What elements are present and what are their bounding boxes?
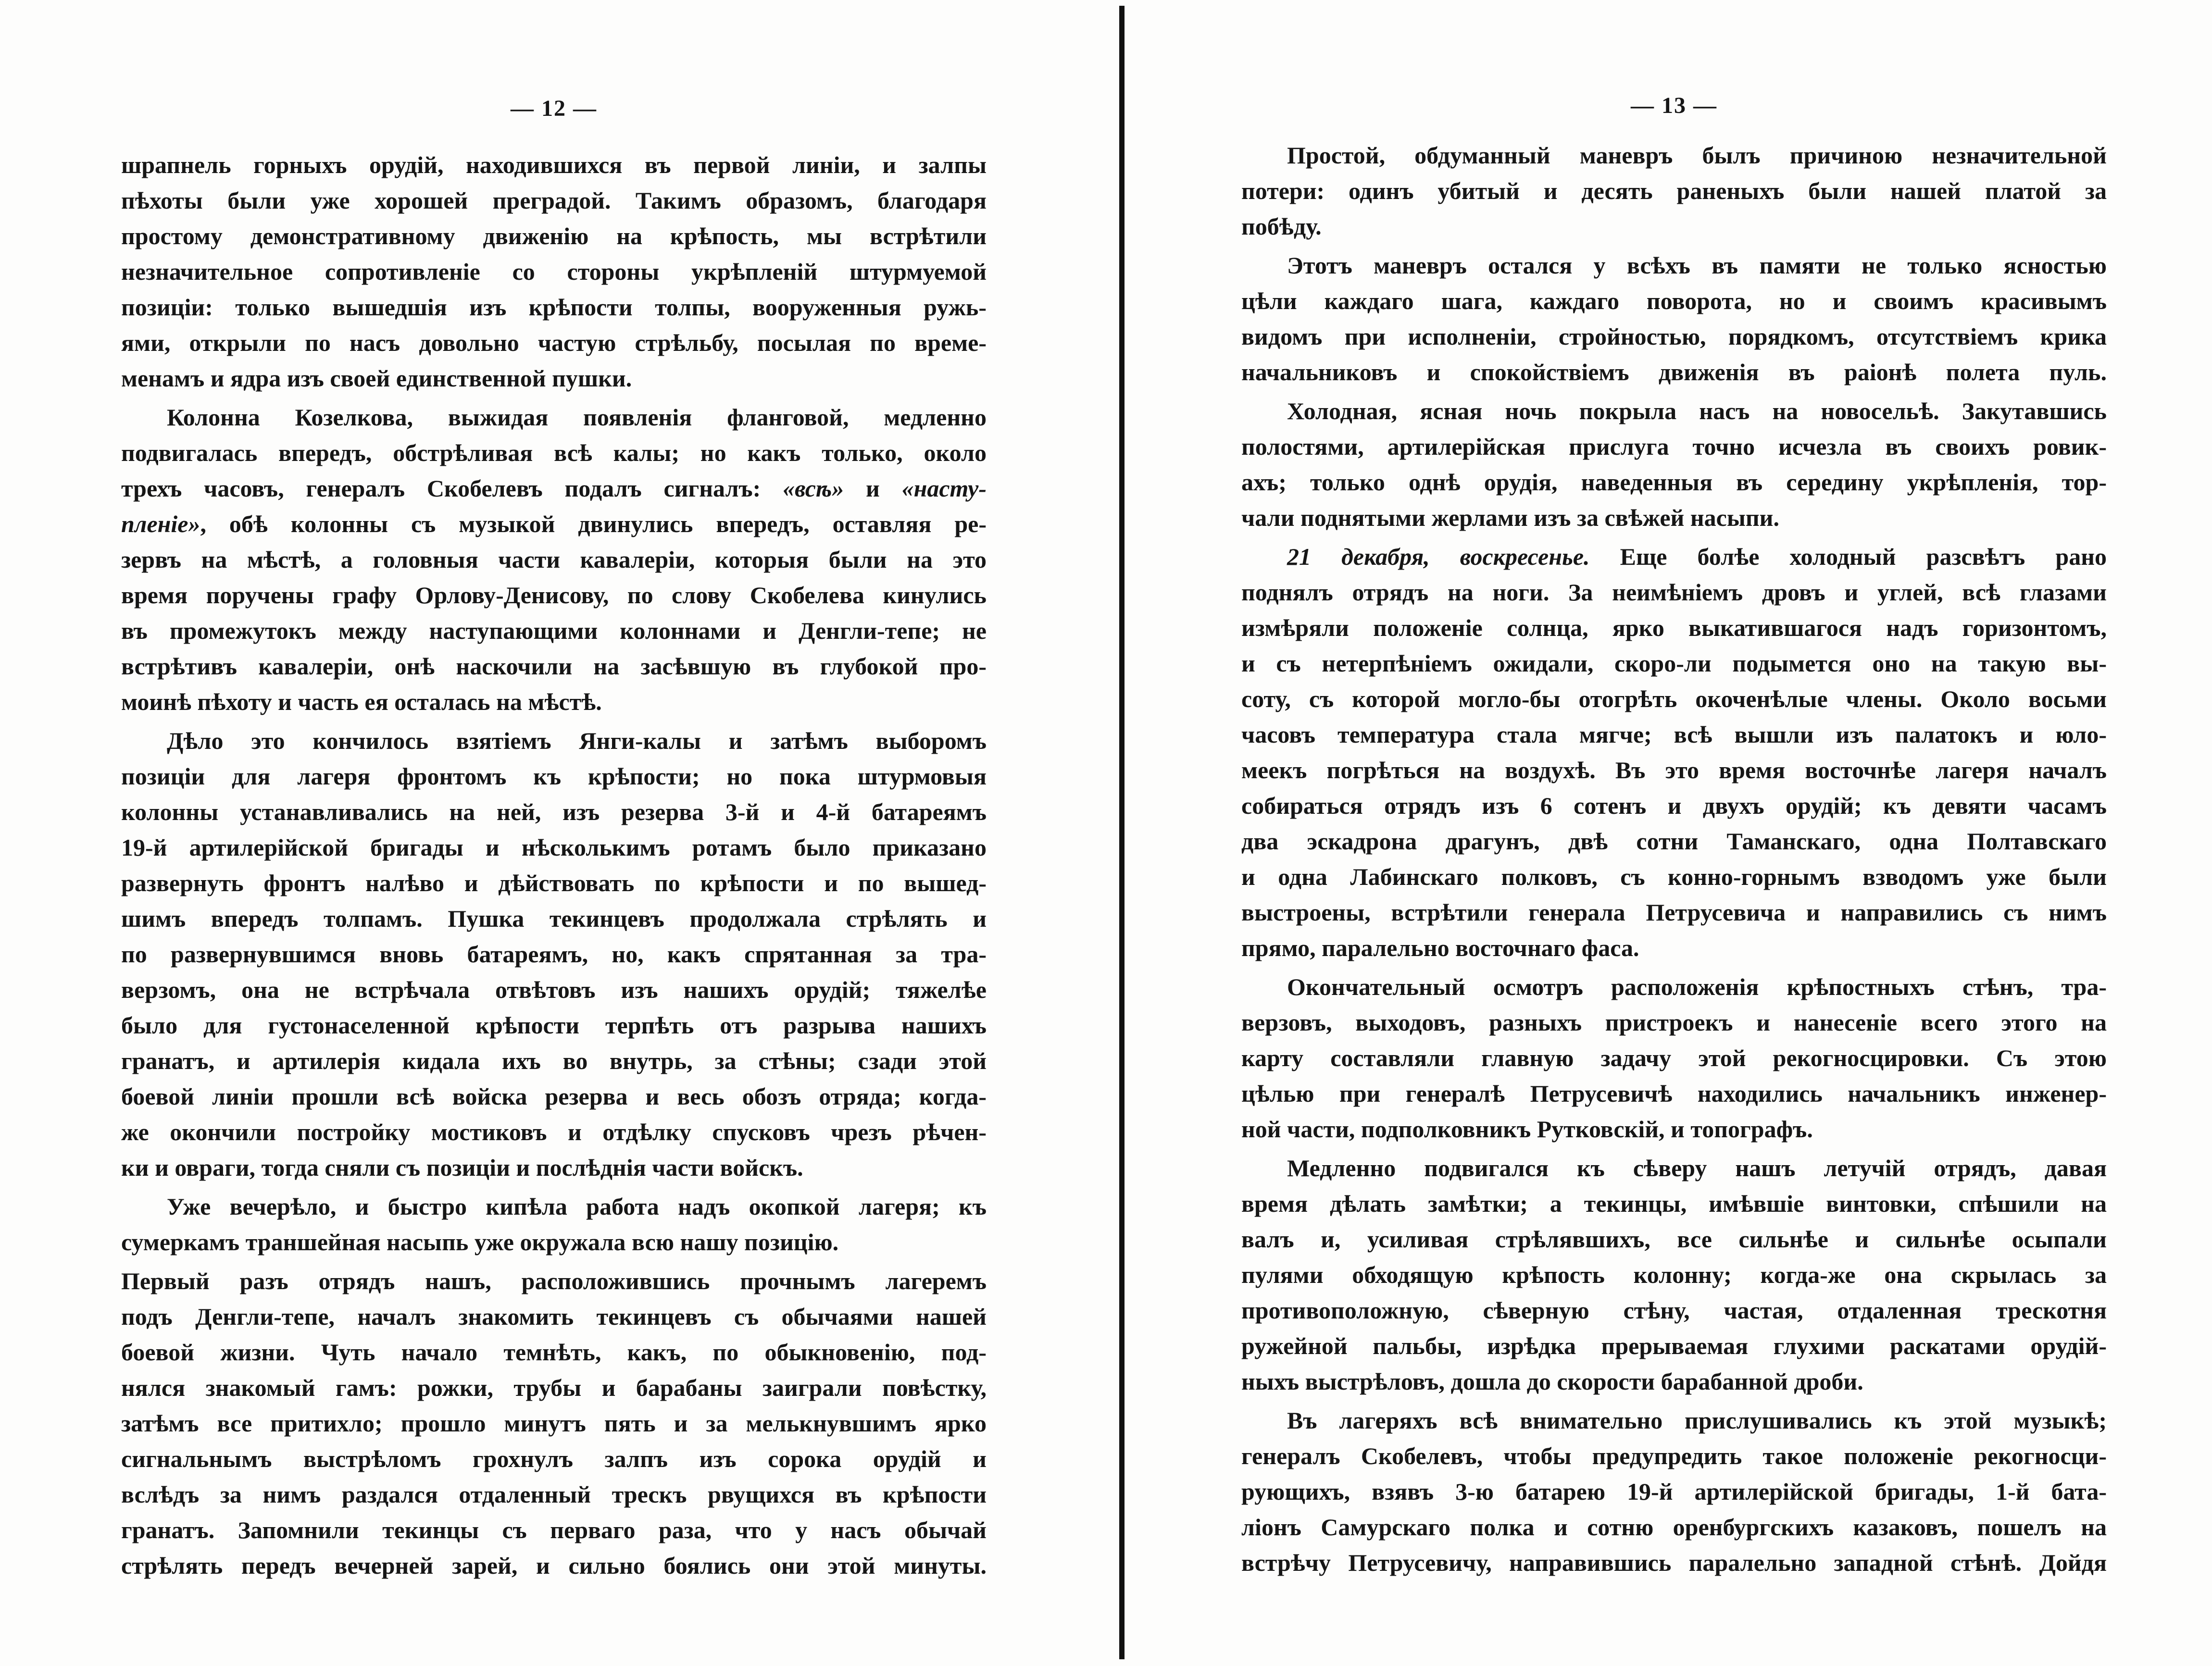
italic-text: «насту- (901, 475, 987, 502)
text-line: колонны устанавливались на ней, изъ резерва 3-й и 4-й батареямъ (121, 798, 987, 825)
text-line: противоположную, сѣверную стѣну, частая, отдаленная трескотня (1241, 1297, 2107, 1324)
text-line: встрѣтивъ кавалеріи, онѣ наскочили на засѣвшую въ глубокой про- (121, 653, 987, 680)
text-line: пѣхоты были уже хорошей преградой. Такимъ образомъ, благодаря (121, 187, 987, 214)
text-line: затѣмъ все притихло; прошло минутъ пять и за мелькнувшимъ ярко (121, 1410, 987, 1437)
text-line: цѣлью при генералѣ Петрусевичѣ находились начальникъ инженер- (1241, 1080, 2107, 1107)
text-line: Медленно подвигался къ сѣверу нашъ летучій отрядъ, давая (1287, 1155, 2107, 1181)
text-line: выстроены, встрѣтили генерала Петрусевича и направились съ нимъ (1241, 899, 2107, 926)
text-line: Колонна Козелкова, выжидая появленія фланговой, медленно (167, 404, 987, 431)
text-line: 19-й артилерійской бригады и нѣсколькимъ ротамъ было приказано (121, 834, 987, 861)
text-line: Холодная, ясная ночь покрыла насъ на новосельѣ. Закутавшись (1287, 398, 2107, 424)
text-line: позиціи для лагеря фронтомъ къ крѣпости; но пока штурмовыя (121, 763, 987, 790)
text-line: Въ лагеряхъ всѣ внимательно прислушивались къ этой музыкѣ; (1287, 1407, 2107, 1434)
text-line: начальниковъ и спокойствіемъ движенія въ раіонѣ полета пуль. (1241, 359, 2107, 385)
text-line: по развернувшимся вновь батареямъ, но, какъ спрятанная за тра- (121, 941, 987, 968)
text-line: генералъ Скобелевъ, чтобы предупредить такое положеніе рекогносци- (1241, 1442, 2107, 1469)
text-line: рующихъ, взявъ 3-ю батарею 19-й артилерійской бригады, 1-й бата- (1241, 1478, 2107, 1505)
text-line: верзовъ, выходовъ, разныхъ пристроекъ и нанесеніе всего этого на (1241, 1009, 2107, 1036)
italic-text: 21 декабря, воскресенье. (1287, 543, 1590, 570)
text-line: карту составляли главную задачу этой рекогносцировки. Съ этою (1241, 1044, 2107, 1071)
text-line: сумеркамъ траншейная насыпь уже окружала всю нашу позицію. (121, 1229, 839, 1256)
text-line: цѣли каждаго шага, каждаго поворота, но и своимъ красивымъ (1241, 287, 2107, 314)
text-line: шрапнель горныхъ орудій, находившихся въ первой линіи, и залпы (121, 151, 987, 178)
text-line: два эскадрона драгунъ, двѣ сотни Таманскаго, одна Полтавскаго (1241, 828, 2107, 855)
text-line: время дѣлать замѣтки; а текинцы, имѣвшіе винтовки, спѣшили на (1241, 1190, 2107, 1217)
text-line: боевой жизни. Чуть начало темнѣть, какъ, по обыкновенію, под- (121, 1339, 987, 1366)
text-line: незначительное сопротивленіе со стороны укрѣпленій штурмуемой (121, 258, 987, 285)
text-line: измѣряли положеніе солнца, ярко выкатившагося надъ горизонтомъ, (1241, 614, 2107, 641)
text-line: Первый разъ отрядъ нашъ, расположившись прочнымъ лагеремъ (121, 1268, 987, 1294)
text-line (121, 471, 987, 506)
text-line: менамъ и ядра изъ своей единственной пушки. (121, 365, 632, 392)
text-line: видомъ при исполненіи, стройностью, порядкомъ, отсутствіемъ крика (1241, 323, 2107, 350)
text-line: Окончательный осмотръ расположенія крѣпостныхъ стѣнъ, тра- (1287, 973, 2107, 1000)
left-page (121, 147, 987, 1583)
text-line: ныхъ выстрѣловъ, дошла до скорости барабанной дроби. (1241, 1368, 1863, 1395)
text-segment: трехъ часовъ, генералъ Скобелевъ подалъ сигналъ: (121, 475, 761, 502)
text-line: зервъ на мѣстѣ, а головныя части кавалеріи, которыя были на это (121, 546, 987, 573)
text-line: чали поднятыми жерлами изъ за свѣжей насыпи. (1241, 504, 1779, 531)
text-line: прямо, паралельно восточнаго фаса. (1241, 934, 1639, 961)
text-line: подъ Денгли-тепе, началъ знакомить текинцевъ съ обычаями нашей (121, 1303, 987, 1330)
text-line: сигнальнымъ выстрѣломъ грохнулъ залпъ изъ сорока орудій и (121, 1445, 987, 1472)
italic-text: пленіе» (121, 510, 200, 537)
italic-text: «всѣ» (783, 475, 844, 502)
text-line: ной части, подполковникъ Рутковскій, и топографъ. (1241, 1116, 1813, 1143)
text-line: часовъ температура стала мягче; всѣ вышли изъ палатокъ и юло- (1241, 721, 2107, 748)
text-line: соту, съ которой могло-бы отогрѣть окоченѣлые члены. Около восьми (1241, 685, 2107, 712)
text-line: моинѣ пѣхоту и часть ея осталась на мѣстѣ. (121, 688, 602, 715)
text-line: стрѣлять передъ вечерней зарей, и сильно боялись они этой минуты. (121, 1552, 987, 1579)
text-line: вслѣдъ за нимъ раздался отдаленный трескъ рвущихся въ крѣпости (121, 1481, 987, 1508)
book-gutter (1119, 6, 1125, 1659)
text-line: встрѣчу Петрусевичу, направившись паралельно западной стѣнѣ. Дойдя (1241, 1549, 2107, 1576)
text-line: полостями, артилерійская прислуга точно исчезла въ своихъ ровик- (1241, 433, 2107, 460)
text-line (121, 506, 987, 542)
text-segment: и (866, 475, 880, 502)
text-line: боевой линіи прошли всѣ войска резерва и весь обозъ отряда; когда- (121, 1083, 987, 1110)
page-number: — 13 — (1631, 93, 1717, 118)
text-line: побѣду. (1241, 213, 1322, 240)
text-line: развернуть фронтъ налѣво и дѣйствовать по крѣпости и по вышед- (121, 870, 987, 896)
text-line: поднялъ отрядъ на ноги. За неимѣніемъ дровъ и углей, всѣ глазами (1241, 579, 2107, 606)
text-line: нялся знакомый гамъ: рожки, трубы и барабаны заиграли повѣстку, (121, 1374, 987, 1401)
right-page (1241, 137, 2107, 1580)
text-line: ки и овраги, тогда сняли съ позиціи и послѣднія части войскъ. (121, 1154, 803, 1181)
text-line: шимъ впередъ толпамъ. Пушка текинцевъ продолжала стрѣлять и (121, 905, 987, 932)
text-line: валъ и, усиливая стрѣлявшихъ, все сильнѣе и сильнѣе осыпали (1241, 1226, 2107, 1253)
text-line: гранатъ. Запомнили текинцы съ перваго раза, что у насъ обычай (121, 1517, 987, 1543)
text-segment: , обѣ колонны съ музыкой двинулись впередъ, оставляя ре- (200, 510, 987, 537)
text-line: подвигалась впередъ, обстрѣливая всѣ калы; но какъ только, около (121, 439, 987, 466)
text-line: ахъ; только однѣ орудія, наведенныя въ середину укрѣпленія, тор- (1241, 469, 2107, 496)
text-line: Этотъ маневръ остался у всѣхъ въ памяти не только ясностью (1287, 252, 2107, 279)
text-line: въ промежутокъ между наступающими колоннами и Денгли-тепе; не (121, 617, 987, 644)
text-line (1241, 539, 2107, 574)
text-line: же окончили постройку мостиковъ и отдѣлку спусковъ чрезъ рѣчен- (121, 1119, 987, 1145)
text-line: и съ нетерпѣніемъ ожидали, скоро-ли подымется оно на такую вы- (1241, 650, 2107, 677)
text-line: ями, открыли по насъ довольно частую стрѣльбу, посылая по време- (121, 329, 987, 356)
text-line: гранатъ, и артилерія кидала ихъ во внутрь, за стѣны; сзади этой (121, 1047, 987, 1074)
text-line: потери: одинъ убитый и десять раненыхъ были нашей платой за (1241, 177, 2107, 204)
text-line: ружейной пальбы, изрѣдка прерываемая глухими раскатами орудій- (1241, 1332, 2107, 1359)
text-line: пулями обходящую крѣпость колонну; когда-же она скрылась за (1241, 1261, 2107, 1288)
text-line: Уже вечерѣло, и быстро кипѣла работа надъ окопкой лагеря; къ (167, 1193, 987, 1220)
text-segment: Еще болѣе холодный разсвѣтъ рано (1620, 543, 2107, 570)
text-line: и одна Лабинскаго полковъ, съ конно-горнымъ взводомъ уже были (1241, 863, 2107, 890)
text-line: время поручены графу Орлову-Денисову, по слову Скобелева кинулись (121, 582, 987, 609)
text-line: ліонъ Самурскаго полка и сотню оренбургскихъ казаковъ, пошелъ на (1241, 1514, 2107, 1541)
page-number: — 12 — (511, 96, 597, 121)
text-line: простому демонстративному движенію на крѣпость, мы встрѣтили (121, 223, 987, 249)
text-line: Простой, обдуманный маневръ былъ причиною незначительной (1287, 142, 2107, 169)
text-line: Дѣло это кончилось взятіемъ Янги-калы и затѣмъ выборомъ (167, 727, 987, 754)
text-line: меекъ погрѣться на воздухѣ. Въ это время восточнѣе лагеря началъ (1241, 757, 2107, 783)
text-line: верзомъ, она не встрѣчала отвѣтовъ изъ нашихъ орудій; тяжелѣе (121, 976, 987, 1003)
text-line: собираться отрядъ изъ 6 сотенъ и двухъ орудій; къ девяти часамъ (1241, 792, 2107, 819)
text-line: позиціи: только вышедшія изъ крѣпости толпы, вооруженныя ружь- (121, 294, 987, 321)
text-line: было для густонаселенной крѣпости терпѣть отъ разрыва нашихъ (121, 1012, 987, 1039)
